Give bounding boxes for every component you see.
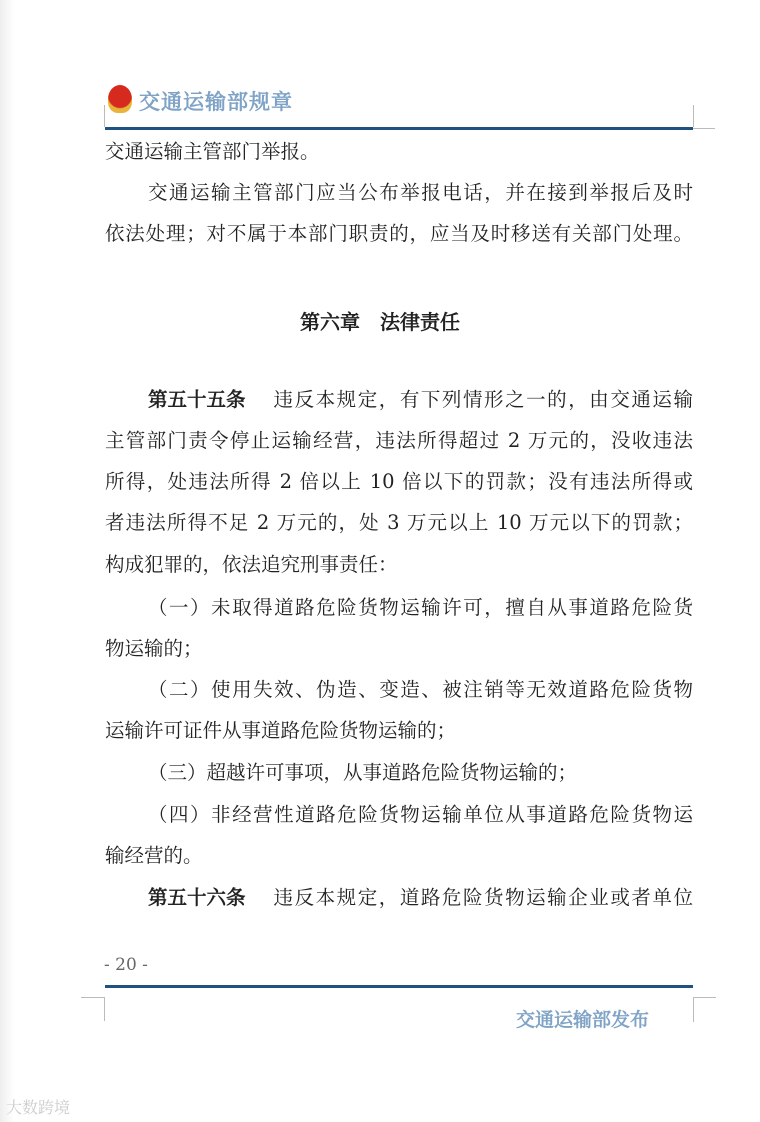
list-item: （一）未取得道路危险货物运输许可，擅自从事道路危险货 <box>148 596 693 619</box>
body-line: 构成犯罪的，依法追究刑事责任： <box>105 553 398 576</box>
article-55-label: 第五十五条 <box>148 388 246 411</box>
body-line: 违反本规定，道路危险货物运输企业或者单位 <box>273 886 693 909</box>
article-56-line <box>148 886 693 910</box>
list-item: （三）超越许可事项，从事道路危险货物运输的； <box>148 761 578 784</box>
body-line: 交通运输主管部门应当公布举报电话，并在接到举报后及时 <box>148 181 693 204</box>
list-item: 物运输的； <box>105 637 203 660</box>
body-line: 交通运输主管部门举报。 <box>105 140 320 163</box>
body-line: 违反本规定，有下列情形之一的，由交通运输 <box>273 388 693 411</box>
article-55-line <box>148 388 693 412</box>
crop-mark <box>693 128 715 129</box>
crop-mark <box>81 997 104 998</box>
article-56-label: 第五十六条 <box>148 886 246 909</box>
body-line: 所得，处违法所得 2 倍以上 10 倍以下的罚款；没有违法所得或 <box>105 470 693 493</box>
list-item: （二）使用失效、伪造、变造、被注销等无效道路危险货物 <box>148 678 693 701</box>
header-title: 交通运输部规章 <box>139 89 293 114</box>
crop-mark <box>693 105 694 127</box>
list-item: （四）非经营性道路危险货物运输单位从事道路危险货物运 <box>148 803 693 826</box>
page-shadow <box>0 0 14 1122</box>
body-line: 主管部门责令停止运输经营，违法所得超过 2 万元的，没收违法 <box>105 429 693 452</box>
list-item: 输经营的。 <box>105 844 203 867</box>
national-emblem-icon <box>108 85 132 113</box>
footer-rule <box>105 985 693 988</box>
list-item: 运输许可证件从事道路危险货物运输的； <box>105 719 457 742</box>
page-number: - 20 - <box>104 955 148 975</box>
chapter-heading: 第六章 法律责任 <box>300 310 460 334</box>
footer-publisher: 交通运输部发布 <box>516 1009 650 1031</box>
crop-mark <box>693 997 716 1022</box>
body-line: 依法处理；对不属于本部门职责的，应当及时移送有关部门处理。 <box>105 222 693 245</box>
crop-mark <box>104 105 105 127</box>
watermark: 大数跨境 <box>6 1098 71 1117</box>
crop-mark <box>104 997 105 1021</box>
body-line: 者违法所得不足 2 万元的，处 3 万元以上 10 万元以下的罚款； <box>105 511 693 534</box>
header-rule <box>105 127 693 130</box>
